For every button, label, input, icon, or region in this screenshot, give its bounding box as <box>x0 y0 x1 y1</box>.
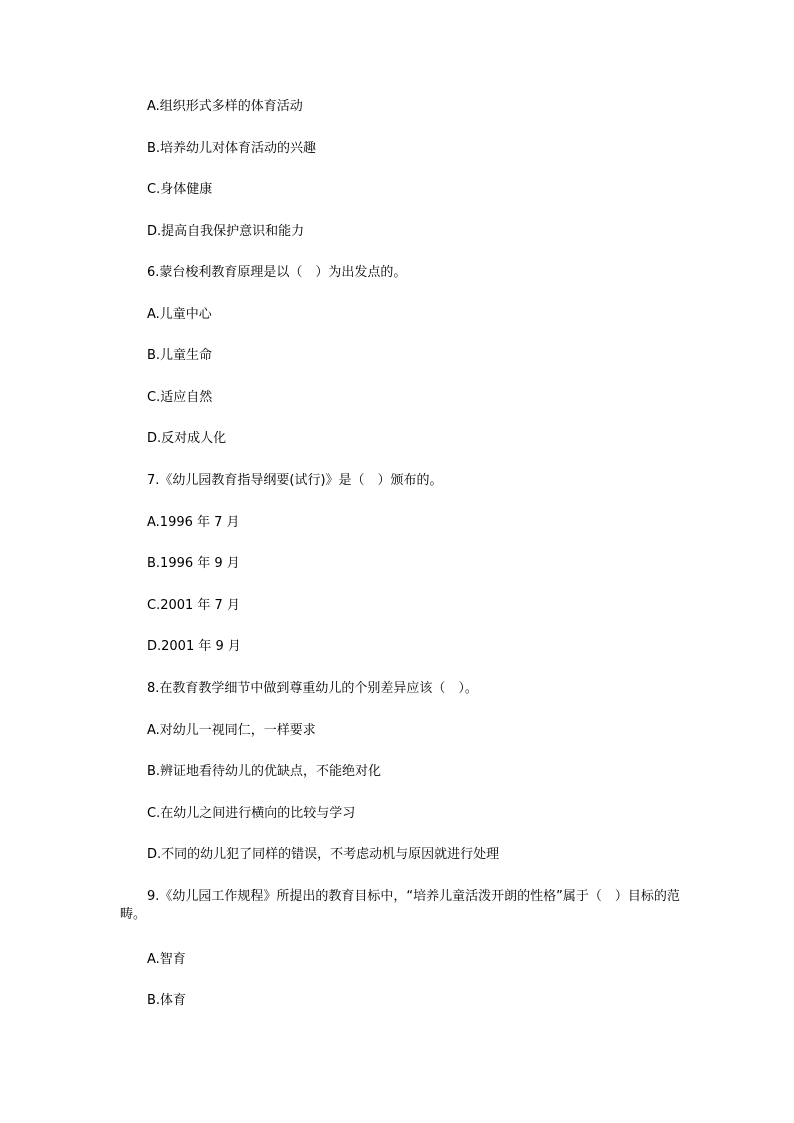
q8-option-c: C.在幼儿之间进行横向的比较与学习 <box>147 806 356 821</box>
q5-option-a: A.组织形式多样的体育活动 <box>147 99 303 114</box>
question-7: 7.《幼儿园教育指导纲要(试行)》是（ ）颁布的。 <box>147 473 443 488</box>
question-9: 9.《幼儿园工作规程》所提出的教育目标中，“培养儿童活泼开朗的性格”属于（ ）目标的范畴。 <box>120 889 680 922</box>
q9-option-a: A.智育 <box>147 952 186 967</box>
q9-option-b: B.体育 <box>147 993 187 1008</box>
q5-option-c: C.身体健康 <box>147 182 213 197</box>
q7-option-b: B.1996 年 9 月 <box>147 556 240 571</box>
q8-option-d: D.不同的幼儿犯了同样的错误，不考虑动机与原因就进行处理 <box>147 847 500 862</box>
q5-option-d: D.提高自我保护意识和能力 <box>147 224 305 239</box>
q5-option-b: B.培养幼儿对体育活动的兴趣 <box>147 141 317 156</box>
q6-option-d: D.反对成人化 <box>147 431 227 446</box>
question-8: 8.在教育教学细节中做到尊重幼儿的个别差异应该（ ）。 <box>147 681 478 696</box>
q6-option-c: C.适应自然 <box>147 390 213 405</box>
question-6: 6.蒙台梭利教育原理是以（ ）为出发点的。 <box>147 265 407 280</box>
q6-option-a: A.儿童中心 <box>147 307 212 322</box>
q6-option-b: B.儿童生命 <box>147 348 213 363</box>
q8-option-a: A.对幼儿一视同仁，一样要求 <box>147 723 316 738</box>
q8-option-b: B.辨证地看待幼儿的优缺点，不能绝对化 <box>147 764 382 779</box>
q7-option-c: C.2001 年 7 月 <box>147 598 240 613</box>
q7-option-a: A.1996 年 7 月 <box>147 515 240 530</box>
q7-option-d: D.2001 年 9 月 <box>147 639 241 654</box>
